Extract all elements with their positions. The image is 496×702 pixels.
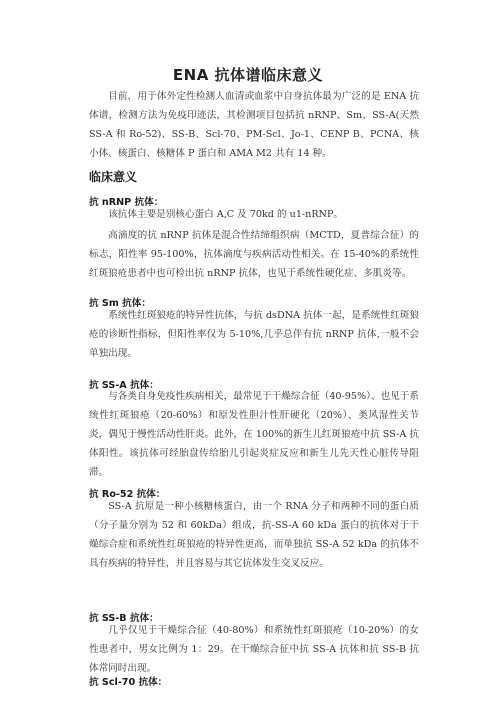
heading-ro52: 抗 Ro-52 抗体： bbox=[89, 489, 166, 500]
ssa-paragraph: 与各类自身免疫性疾病相关，最常见于干燥综合征（40-95%）、也见于系统性红斑狼疮（20-60%）和原发性胆汁性肝硬化（20%）、类风湿性关节炎，偶见于慢性活动性肝炎。此外，在 100%的新生儿红斑狼疮中抗 SS-A 抗体阳性。该抗体可经胎盘传给胎儿引起炎症反应和新生儿先天性心脏传导阻滞。 bbox=[89, 391, 419, 478]
heading-ssa: 抗 SS-A 抗体： bbox=[89, 380, 159, 391]
nrnp-paragraph-1: 该抗体主要是别核心蛋白 A,C 及 70kd 的 u1-nRNP。 bbox=[108, 209, 344, 220]
heading-ssb: 抗 SS-B 抗体： bbox=[89, 613, 159, 624]
heading-sm: 抗 Sm 抗体： bbox=[89, 298, 151, 309]
ssb-paragraph: 几乎仅见于干燥综合征（40-80%）和系统性红斑狼疮（10-20%）的女性患者中，男女比例为 1：29。在干燥综合征中抗 SS-A 抗体和抗 SS-B 抗体常同时出现。 bbox=[89, 625, 419, 674]
document-title: ENA 抗体谱临床意义 bbox=[172, 66, 324, 84]
nrnp-paragraph-2: 高滴度的抗 nRNP 抗体是混合性结缔组织病（MCTD，夏普综合征）的标志，阳性率 95-100%，抗体滴度与疾病活动性相关。在 15-40%的系统性红斑狼疮患者中也可检出抗 nRNP 抗体，也见于系统性硬化症、多肌炎等。 bbox=[89, 230, 419, 279]
section-title: 临床意义 bbox=[89, 170, 138, 184]
ro52-paragraph: SS-A 抗原是一种小核糖核蛋白，由一个 RNA 分子和两种不同的蛋白质（分子量分别为 52 和 60kDa）组成，抗-SS-A 60 kDa 蛋白的抗体对于干燥综合症和系统性红斑狼疮的特异性更高，而单独抗 SS-A 52 kDa 的抗体不具有疾病的特异性，并且容易与其它抗体发生交叉反应。 bbox=[89, 501, 419, 569]
intro-paragraph: 目前，用于体外定性检测人血清或血浆中自身抗体最为广泛的是 ENA 抗体谱，检测方法为免疫印迹法，其检测项目包括抗 nRNP、Sm、SS-A(天然 SS-A 和 Ro-52)、SS-B、Scl-70、PM-Scl、Jo-1、CENP B、PCNA、核小体、核蛋白、核糖体 P 蛋白和 AMA M2 共有 14 种。 bbox=[89, 91, 419, 159]
sm-paragraph: 系统性红斑狼疮的特异性抗体，与抗 dsDNA 抗体一起，是系统性红斑狼疮的诊断性指标，但阳性率仅为 5-10%,几乎总伴有抗 nRNP 抗体,一般不会单独出现。 bbox=[89, 310, 419, 359]
heading-nrnp: 抗 nRNP 抗体： bbox=[89, 197, 164, 208]
heading-scl70: 抗 Scl-70 抗体： bbox=[89, 677, 168, 688]
